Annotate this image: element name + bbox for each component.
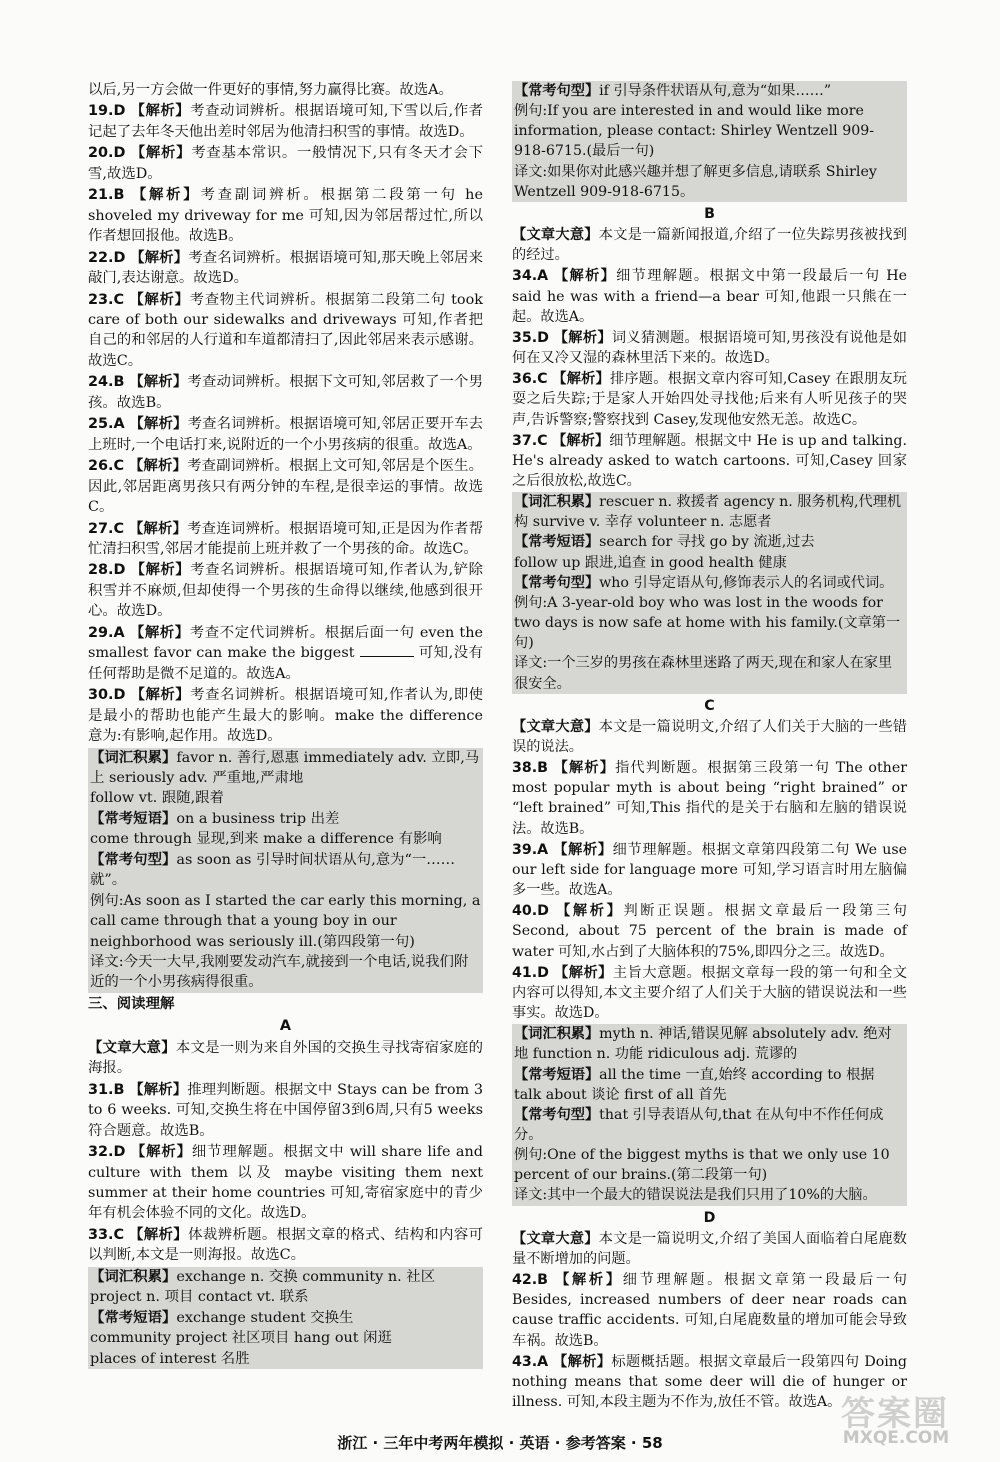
answer-number: 28.D: [88, 562, 126, 579]
vocab-text: talk about 谈论 first of all 首先: [514, 1086, 727, 1103]
answer-number: 35.D: [512, 329, 549, 346]
entry-tag: 【解析】: [130, 248, 189, 266]
passage-letter: B: [704, 205, 715, 222]
vocab-label: 【常考句型】: [514, 1106, 600, 1123]
article-summary: [512, 225, 907, 265]
vocab-line: [90, 1267, 481, 1287]
entry-text: 细节理解题。根据文中第一段最后一句 He said he was with a friend—a bear 可知,他跟一只熊在一起。故选A。: [512, 268, 907, 325]
answer-entry: [88, 1080, 483, 1141]
entry-text-cont: 可知,没有任何帮助是微不足道的。故选A。: [88, 645, 484, 682]
entry-tag: 【解析】: [129, 1080, 188, 1098]
answer-entry: [88, 623, 483, 684]
vocab-label: 【常考句型】: [514, 574, 600, 591]
vocab-text: favor n. 善行,恩惠 immediately adv. 立即,马上 seriously adv. 严重地,严肃地: [90, 749, 480, 786]
entry-text: 考查名词辨析。根据语境可知,作者认为,铲除积雪并不麻烦,但却使得一个男孩的生命得以继续,他感到很开心。故选D。: [88, 562, 483, 620]
answer-number: 32.D: [88, 1144, 126, 1161]
answer-entry: [88, 290, 483, 372]
vocab-text: 译文:今天一大早,我刚要发动汽车,就接到一个电话,说我们附近的一个小男孩病得很重。: [90, 954, 469, 991]
answer-entry: [512, 901, 907, 961]
vocab-line: [514, 553, 905, 573]
vocab-text: exchange student 交换生: [176, 1309, 354, 1326]
entry-text: 细节理解题。根据文章第四段第二句 We use our left side for language more 可知,学习语言时用左脑偏多一些。故选A。: [512, 841, 908, 899]
entry-text: 考查副词辨析。根据上文可知,邻居是个医生。因此,邻居距离男孩只有两分钟的车程,是很幸运的事情。故选C。: [88, 458, 483, 516]
vocab-line: [514, 1065, 905, 1085]
answer-number: 22.D: [88, 249, 126, 266]
entry-tag: 【解析】: [553, 1353, 612, 1370]
answer-number: 23.C: [88, 291, 125, 308]
vocab-box: [88, 1267, 483, 1369]
entry-tag: 【解析】: [129, 415, 188, 433]
left-column: [88, 80, 483, 1370]
vocab-line: [514, 1085, 905, 1105]
answer-entry: [512, 840, 907, 900]
right-column: [512, 80, 907, 1413]
entry-tag: 【解析】: [553, 329, 612, 346]
vocab-text: who 引导定语从句,修饰表示人的名词或代词。: [599, 574, 894, 591]
vocab-text: 译文:一个三岁的男孩在森林里迷路了两天,现在和家人在家里很安全。: [514, 655, 893, 692]
vocab-line: [514, 1145, 905, 1185]
entry-text: 词义猜测题。根据语境可知,男孩没有说他是如何在又冷又湿的森林里活下来的。故选D。: [512, 329, 907, 367]
answer-entry: [512, 328, 907, 368]
vocab-text: that 引导表语从句,that 在从句中不作任何成分。: [514, 1106, 884, 1143]
entry-text: 指代判断题。根据第三段第一句 The other most popular myth is about being “right brained” or “left brained” 可知,This 指代的是关于右脑和左脑的错误说法。故选B。: [512, 760, 907, 837]
entry-tag: 【解析】: [128, 457, 188, 475]
vocab-line: [90, 1328, 481, 1348]
answer-entry: [512, 369, 907, 429]
vocab-line: [90, 952, 481, 993]
answer-entry: [88, 456, 483, 517]
vocab-text: exchange n. 交换 community n. 社区: [176, 1268, 436, 1285]
vocab-box: [88, 748, 483, 993]
answer-entry: [88, 143, 483, 184]
answer-entry: [512, 963, 907, 1023]
vocab-box: [512, 81, 907, 202]
answer-entry: [512, 266, 907, 326]
entry-text: 细节理解题。根据文中 will share life and culture with them 以及 maybe visiting them next summer at their home countries 可知,寄宿家庭中的青少年有机会体验不同的文化。故选D。: [88, 1144, 483, 1222]
entry-text: 本文是一则为来自外国的交换生寻找寄宿家庭的海报。: [88, 1039, 483, 1077]
entry-tag: 【解析】: [556, 903, 624, 920]
vocab-label: 【词汇积累】: [514, 494, 600, 511]
vocab-line: [90, 788, 481, 808]
entry-tag: 【解析】: [555, 1272, 623, 1289]
vocab-text: 例句:As soon as I started the car early this morning, a call came through that a young boy in our neighborhood was seriously ill.(第四段第一句): [90, 892, 481, 950]
vocab-text: 译文:如果你对此感兴趣并想了解更多信息,请联系 Shirley Wentzell 909-918-6715。: [514, 163, 877, 200]
vocab-text: come through 显现,到来 make a difference 有影响: [90, 831, 442, 848]
entry-tag: 【解析】: [552, 371, 610, 388]
vocab-line: [514, 81, 905, 101]
answer-number: 34.A: [512, 268, 549, 285]
entry-text: 本文是一篇说明文,介绍了人们关于大脑的一些错误的说法。: [512, 718, 907, 755]
page-footer: 浙江 · 三年中考两年模拟 · 英语 · 参考答案 · 58: [337, 1434, 663, 1452]
entry-tag: 【解析】: [129, 290, 190, 308]
answer-number: 19.D: [88, 103, 126, 120]
entry-text: 体裁辨析题。根据文章的格式、结构和内容可以判断,本文是一则海报。故选C。: [88, 1226, 483, 1264]
vocab-label: 【常考句型】: [514, 83, 600, 99]
answer-number: 27.C: [88, 520, 125, 537]
entry-tag: 【解析】: [131, 186, 201, 204]
passage-letter: A: [279, 1018, 292, 1035]
vocab-line: [514, 101, 905, 161]
answer-entry: [88, 519, 483, 560]
answer-number: 29.A: [88, 624, 125, 641]
entry-text: 考查不定代词辨析。根据后面一句 even the smallest favor can make the biggest: [88, 624, 483, 662]
entry-tag: 【解析】: [129, 373, 188, 391]
answer-number: 39.A: [512, 841, 549, 858]
vocab-text: project n. 项目 contact vt. 联系: [90, 1289, 309, 1306]
vocab-text: all the time 一直,始终 according to 根据: [599, 1066, 875, 1083]
answer-number: 33.C: [88, 1226, 125, 1243]
entry-text: 判断正误题。根据文章最后一段第三句 Second, about 75 percent of the brain is made of water 可知,水占到了大脑体积的75%,即四分之三。故选D。: [512, 903, 907, 960]
entry-tag: 【解析】: [552, 432, 610, 449]
entry-text: 细节理解题。根据文中 He is up and talking. He's already asked to watch cartoons. 可知,Casey 回家之后很放松,故选C。: [512, 432, 907, 489]
vocab-line: [514, 1105, 905, 1145]
answer-entry: [88, 685, 483, 746]
vocab-line: [514, 492, 905, 532]
answer-entry: [512, 1270, 907, 1351]
entry-text: 考查连词辨析。根据语境可知,正是因为作者帮忙清扫积雪,邻居才能提前上班并救了一个男孩的命。故选C。: [88, 520, 483, 557]
vocab-line: [514, 1024, 905, 1064]
vocab-label: 【常考短语】: [90, 809, 177, 827]
entry-tag: 【解析】: [553, 760, 616, 777]
vocab-text: as soon as 引导时间状语从句,意为“一……就”。: [90, 851, 456, 889]
vocab-text: if 引导条件状语从句,意为“如果……”: [599, 83, 832, 99]
vocab-line: [514, 653, 905, 693]
answer-number: 20.D: [88, 145, 126, 162]
vocab-text: myth n. 神话,错误见解 absolutely adv. 绝对地 function n. 功能 ridiculous adj. 荒谬的: [514, 1026, 892, 1063]
entry-tag: 【解析】: [130, 561, 191, 579]
answer-entry: [88, 372, 483, 413]
entry-text: 考查动词辨析。根据语境可知,下雪以后,作者记起了去年冬天他出差时邻居为他清扫积雪的事情。故选D。: [88, 103, 483, 140]
section-heading: 三、阅读理解: [88, 995, 175, 1012]
vocab-box: [512, 492, 907, 694]
vocab-text: on a business trip 出差: [176, 810, 340, 827]
vocab-text: follow up 跟进,追查 in good health 健康: [514, 554, 787, 571]
vocab-line: [90, 1349, 481, 1369]
passage-letter: D: [703, 1209, 716, 1226]
entry-tag: 【解析】: [554, 268, 617, 285]
vocab-label: 【常考句型】: [90, 850, 177, 868]
entry-text: 考查基本常识。一般情况下,只有冬天才会下雪,故选D。: [88, 145, 483, 182]
entry-text: 排序题。根据文章内容可知,Casey 在跟朋友玩耍之后失踪;于是家人开始四处寻找他;后来有人听见孩子的哭声,告诉警察;警察找到 Casey,发现他安然无恙。故选C。: [512, 371, 907, 428]
vocab-label: 【常考短语】: [90, 1308, 177, 1326]
answer-entry: [512, 431, 907, 491]
vocab-text: 译文:其中一个最大的错误说法是我们只用了10%的大脑。: [514, 1187, 877, 1204]
answer-number: 41.D: [512, 964, 549, 981]
entry-text: 考查名词辨析。根据语境可知,邻居正要开车去上班时,一个电话打来,说附近的一个小男孩病的很重。故选A。: [88, 416, 484, 453]
watermark-logo: 答案圈: [841, 1394, 949, 1434]
vocab-box: [512, 1024, 907, 1205]
entry-text: 考查物主代词辨析。根据第二段第二句 took care of both our sidewalks and driveways 可知,作者把自己的和邻居的人行道和车道都清扫了,因此邻居来表示感谢。故选C。: [88, 291, 483, 369]
answer-number: 38.B: [512, 760, 548, 777]
entry-text: 考查名词辨析。根据语境可知,作者认为,即使是最小的帮助也能产生最大的影响。make the difference 意为:有影响,起作用。故选D。: [88, 687, 483, 745]
entry-tag: 【解析】: [130, 1143, 192, 1161]
vocab-text: rescuer n. 救援者 agency n. 服务机构,代理机构 survive v. 幸存 volunteer n. 志愿者: [514, 494, 902, 531]
entry-tag: 【解析】: [130, 102, 191, 120]
vocab-line: [514, 593, 905, 653]
vocab-text: community project 社区项目 hang out 闲逛: [90, 1330, 392, 1347]
answer-number: 40.D: [512, 903, 549, 920]
entry-text: 细节理解题。根据文章第一段最后一句 Besides, increased numbers of deer near roads can cause traffic accidents. 可知,白尾鹿数量的增加可能会导致车祸。故选B。: [512, 1272, 907, 1349]
vocab-label: 【词汇积累】: [90, 748, 177, 766]
vocab-line: [514, 532, 905, 552]
vocab-line: [90, 891, 481, 952]
entry-tag: 【解析】: [129, 1225, 189, 1243]
entry-text: 考查副词辨析。根据第二段第一句 he shoveled my driveway for me 可知,因为邻居帮过忙,所以作者想回报他。故选B。: [88, 187, 483, 245]
entry-text: 主旨大意题。根据文章每一段的第一句和全文内容可以得知,本文主要介绍了人们关于大脑的错误说法和一些事实。故选D。: [512, 964, 907, 1022]
vocab-text: places of interest 名胜: [90, 1350, 250, 1367]
entry-tag: 【解析】: [129, 623, 190, 641]
answer-entry: [88, 414, 483, 455]
vocab-line: [90, 809, 481, 829]
answer-number: 25.A: [88, 416, 125, 433]
vocab-line: [90, 1308, 481, 1328]
entry-tag: 【解析】: [130, 686, 191, 704]
entry-tag: 【文章大意】: [512, 718, 599, 735]
vocab-label: 【常考短语】: [514, 534, 600, 551]
entry-text: 推理判断题。根据文中 Stays can be from 3 to 6 weeks. 可知,交换生将在中国停留3到6周,只有5 weeks 符合题意。故选B。: [88, 1081, 483, 1139]
answer-number: 26.C: [88, 458, 125, 475]
article-summary: [88, 1038, 483, 1079]
vocab-line: [90, 748, 481, 789]
answer-entry: [88, 185, 483, 246]
entry-tag: 【解析】: [553, 964, 613, 981]
answer-number: 31.B: [88, 1081, 125, 1098]
passage-letter: C: [704, 697, 715, 714]
vocab-line: [90, 829, 481, 849]
answer-entry: [88, 1142, 483, 1224]
vocab-label: 【词汇积累】: [90, 1267, 177, 1285]
entry-text: 考查名词辨析。根据语境可知,那天晚上邻居来敲门,表达谢意。故选D。: [88, 249, 483, 287]
answer-number: 21.B: [88, 187, 125, 204]
answer-entry: [88, 248, 483, 289]
vocab-text: follow vt. 跟随,跟着: [90, 790, 224, 807]
vocab-text: search for 寻找 go by 流逝,过去: [599, 534, 815, 551]
vocab-text: 例句:If you are interested in and would like more information, please contact: Shirley Wentzell 909-918-6715.(最后一句): [514, 103, 875, 160]
entry-text: 本文是一篇说明文,介绍了美国人面临着白尾鹿数量不断增加的问题。: [512, 1230, 907, 1267]
answer-number: 24.B: [88, 374, 125, 391]
vocab-line: [514, 573, 905, 593]
watermark-url: MXQE.COM: [842, 1428, 950, 1448]
entry-tag: 【解析】: [128, 519, 188, 537]
blank-gap: [360, 656, 414, 657]
article-summary: [512, 717, 907, 757]
vocab-label: 【常考短语】: [514, 1066, 600, 1083]
vocab-line: [514, 162, 905, 202]
entry-tag: 【解析】: [130, 144, 192, 162]
entry-text: 考查动词辨析。根据下文可知,邻居救了一个男孩。故选B。: [88, 374, 483, 411]
vocab-line: [90, 1287, 481, 1307]
answer-number: 37.C: [512, 432, 548, 449]
answer-number: 43.A: [512, 1353, 549, 1370]
answer-number: 36.C: [512, 371, 548, 388]
vocab-text: 例句:A 3-year-old boy who was lost in the woods for two days is now safe at home with his family.(文章第一句): [514, 594, 901, 652]
entry-tag: 【文章大意】: [512, 1230, 599, 1247]
answer-entry: [88, 101, 483, 142]
article-summary: [512, 1229, 907, 1269]
answer-entry: [88, 560, 483, 621]
vocab-text: 例句:One of the biggest myths is that we only use 10 percent of our brains.(第二段第一句): [514, 1147, 890, 1184]
answer-entry: [88, 1225, 483, 1266]
entry-tag: 【文章大意】: [88, 1038, 176, 1056]
answer-number: 30.D: [88, 687, 126, 704]
vocab-label: 【词汇积累】: [514, 1026, 600, 1043]
entry-tag: 【文章大意】: [512, 227, 599, 244]
entry-text: 标题概括题。根据文章最后一段第四句 Doing nothing means that some deer will die of hunger or illness. 可知,本段主题为不作为,放任不管。故选A。: [512, 1353, 907, 1410]
entry-text: 本文是一篇新闻报道,介绍了一位失踪男孩被找到的经过。: [512, 227, 907, 264]
entry-tag: 【解析】: [553, 841, 613, 858]
answer-entry: [512, 758, 907, 839]
answer-number: 42.B: [512, 1272, 548, 1289]
answer-continuation: 以后,另一方会做一件更好的事情,努力赢得比赛。故选A。: [88, 82, 453, 98]
vocab-line: [90, 850, 481, 891]
vocab-line: [514, 1185, 905, 1205]
